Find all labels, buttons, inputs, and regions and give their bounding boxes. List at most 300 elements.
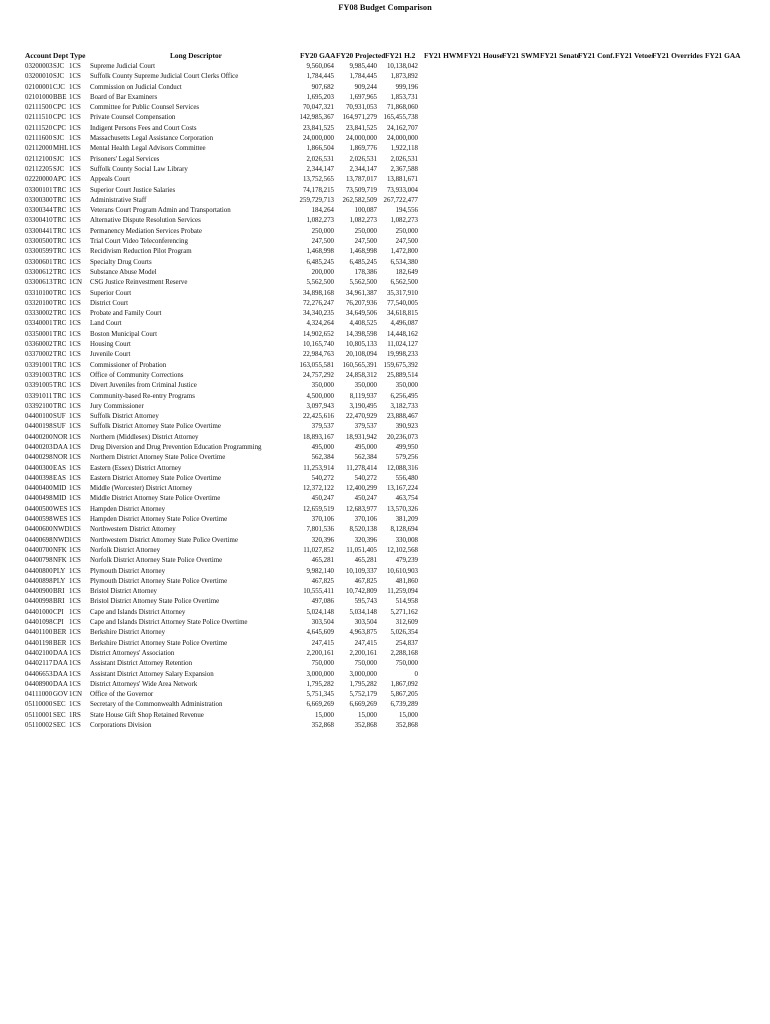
fy20-projected-cell: 24,000,000 — [345, 135, 377, 143]
descriptor-cell: Corporations Division — [90, 722, 152, 729]
fy21-h2-cell: 350,000 — [395, 382, 418, 390]
fy20-projected-cell: 13,787,017 — [345, 176, 377, 184]
fy20-gaa-cell: 10,555,411 — [303, 588, 334, 596]
fy20-gaa-cell: 1,695,203 — [306, 93, 334, 101]
dept-cell: TRC — [53, 248, 67, 256]
fy20-gaa-cell: 250,000 — [311, 227, 334, 235]
type-cell: 1CS — [69, 402, 81, 410]
fy20-projected-cell: 350,000 — [354, 382, 377, 390]
descriptor-cell: Cape and Islands District Attorney State Police Overtime — [90, 619, 248, 627]
fy20-projected-cell: 8,119,937 — [349, 392, 377, 400]
type-cell: 1CS — [69, 433, 81, 441]
fy21-h2-cell: 479,239 — [395, 557, 418, 565]
header-fy21-swm: FY21 SWM — [502, 51, 540, 60]
table-row — [0, 700, 770, 710]
descriptor-cell: Alternative Dispute Resolution Services — [90, 217, 201, 225]
dept-cell: TRC — [53, 351, 67, 359]
fy20-gaa-cell: 495,000 — [311, 443, 334, 451]
fy20-projected-cell: 465,281 — [354, 557, 377, 565]
table-row — [0, 361, 770, 371]
table-row — [0, 381, 770, 391]
dept-cell: NOR — [53, 433, 68, 441]
header-fy21-hwm: FY21 HWM — [424, 51, 464, 60]
table-row — [0, 433, 770, 443]
fy21-h2-cell: 5,867,205 — [390, 691, 418, 699]
account-cell: 04401000 — [25, 608, 53, 616]
descriptor-cell: State House Gift Shop Retained Revenue — [90, 711, 204, 719]
dept-cell: NFK — [53, 546, 67, 554]
dept-cell: DAA — [53, 670, 68, 678]
type-cell: 1CS — [69, 670, 81, 678]
type-cell: 1CS — [69, 464, 81, 472]
fy20-projected-cell: 5,034,148 — [349, 608, 377, 616]
descriptor-cell: Trial Court Video Teleconferencing — [90, 238, 188, 246]
header-fy21-overrides: FY21 Overrides — [652, 51, 703, 60]
fy21-h2-cell: 999,196 — [395, 83, 418, 91]
dept-cell: BER — [53, 639, 67, 647]
fy20-gaa-cell: 247,415 — [311, 639, 334, 647]
fy21-h2-cell: 750,000 — [395, 660, 418, 668]
descriptor-cell: Jury Commissioner — [90, 402, 144, 410]
fy21-h2-cell: 3,182,733 — [390, 402, 418, 410]
fy21-h2-cell: 5,271,162 — [390, 608, 418, 616]
type-cell: 1CS — [69, 114, 81, 122]
type-cell: 1CS — [69, 341, 81, 349]
table-row — [0, 659, 770, 669]
fy20-gaa-cell: 184,264 — [311, 207, 334, 215]
account-cell: 03370002 — [25, 351, 53, 359]
descriptor-cell: Secretary of the Commonwealth Administration — [90, 701, 223, 709]
document-title: FY08 Budget Comparison — [338, 3, 432, 12]
fy20-gaa-cell: 14,902,652 — [302, 330, 334, 338]
account-cell: 04400498 — [25, 495, 53, 503]
fy20-projected-cell: 4,963,875 — [349, 629, 377, 637]
fy20-projected-cell: 18,931,942 — [345, 433, 377, 441]
type-cell: 1CS — [69, 186, 81, 194]
fy20-gaa-cell: 379,537 — [311, 423, 334, 431]
type-cell: 1CS — [69, 165, 81, 173]
fy20-gaa-cell: 3,000,000 — [306, 670, 334, 678]
fy20-gaa-cell: 750,000 — [311, 660, 334, 668]
descriptor-cell: Divert Juveniles from Criminal Justice — [90, 382, 197, 390]
fy20-gaa-cell: 1,468,998 — [306, 248, 334, 256]
fy20-projected-cell: 5,752,179 — [349, 691, 377, 699]
fy20-projected-cell: 303,504 — [354, 619, 377, 627]
type-cell: 1CS — [69, 227, 81, 235]
type-cell: 1CS — [69, 176, 81, 184]
account-cell: 03310100 — [25, 289, 53, 297]
fy20-gaa-cell: 1,784,445 — [306, 73, 334, 81]
descriptor-cell: Suffolk District Attorney — [90, 413, 159, 421]
fy20-projected-cell: 750,000 — [354, 660, 377, 668]
account-cell: 04402117 — [25, 660, 53, 668]
type-cell: 1CS — [69, 608, 81, 616]
header-fy21-h2: FY21 H.2 — [385, 51, 416, 60]
table-row — [0, 392, 770, 402]
table-row — [0, 175, 770, 185]
fy20-gaa-cell: 23,841,525 — [302, 124, 334, 132]
fy21-h2-cell: 5,026,354 — [390, 629, 418, 637]
descriptor-cell: Indigent Persons Fees and Court Costs — [90, 124, 197, 132]
fy20-projected-cell: 20,108,094 — [345, 351, 377, 359]
table-row — [0, 628, 770, 638]
dept-cell: SEC — [53, 722, 66, 729]
type-cell: 1CS — [69, 289, 81, 297]
type-cell: 1CS — [69, 516, 81, 524]
account-cell: 03391003 — [25, 371, 53, 379]
type-cell: 1CS — [69, 73, 81, 81]
fy21-h2-cell: 312,609 — [395, 619, 418, 627]
header-fy20-projected: FY20 Projected — [336, 51, 386, 60]
fy20-projected-cell: 467,825 — [354, 577, 377, 585]
table-row — [0, 186, 770, 196]
fy20-projected-cell: 450,247 — [354, 495, 377, 503]
fy21-h2-cell: 13,881,671 — [386, 176, 418, 184]
fy21-h2-cell: 77,540,005 — [386, 299, 418, 307]
fy20-projected-cell: 10,805,133 — [345, 341, 377, 349]
fy20-projected-cell: 3,190,495 — [349, 402, 377, 410]
account-cell: 04400298 — [25, 454, 53, 462]
fy20-gaa-cell: 72,276,247 — [302, 299, 334, 307]
fy20-projected-cell: 909,244 — [354, 83, 377, 91]
table-row — [0, 567, 770, 577]
account-cell: 05110000 — [25, 701, 53, 709]
fy21-h2-cell: 13,570,326 — [386, 505, 418, 513]
dept-cell: DAA — [53, 680, 68, 688]
descriptor-cell: Assistant District Attorney Salary Expansion — [90, 670, 214, 678]
fy20-gaa-cell: 9,560,064 — [306, 63, 334, 70]
fy20-projected-cell: 1,784,445 — [349, 73, 377, 81]
fy20-projected-cell: 247,415 — [354, 639, 377, 647]
dept-cell: BER — [53, 629, 67, 637]
fy20-gaa-cell: 1,795,282 — [306, 680, 334, 688]
fy21-h2-cell: 2,288,168 — [390, 649, 418, 657]
fy21-h2-cell: 159,675,392 — [383, 361, 418, 369]
type-cell: 1CS — [69, 619, 81, 627]
dept-cell: MHL — [53, 145, 69, 153]
table-row — [0, 340, 770, 350]
dept-cell: CPI — [53, 619, 64, 627]
fy20-gaa-cell: 2,200,161 — [306, 649, 334, 657]
table-row — [0, 422, 770, 432]
descriptor-cell: Substance Abuse Model — [90, 268, 157, 276]
table-row — [0, 608, 770, 618]
type-cell: 1CS — [69, 93, 81, 101]
account-cell: 04400698 — [25, 536, 53, 544]
dept-cell: DAA — [53, 443, 68, 451]
account-cell: 04400600 — [25, 526, 53, 534]
type-cell: 1CS — [69, 557, 81, 565]
fy21-h2-cell: 25,889,514 — [386, 371, 418, 379]
dept-cell: BBE — [53, 93, 67, 101]
fy21-h2-cell: 556,480 — [395, 474, 418, 482]
descriptor-cell: Office of the Governor — [90, 691, 154, 699]
account-cell: 02111520 — [25, 124, 53, 132]
table-row — [0, 62, 770, 72]
descriptor-cell: Administrative Staff — [90, 196, 147, 204]
dept-cell: TRC — [53, 361, 67, 369]
type-cell: 1CS — [69, 258, 81, 266]
account-cell: 02112100 — [25, 155, 53, 163]
account-cell: 04401100 — [25, 629, 53, 637]
dept-cell: TRC — [53, 186, 67, 194]
fy20-gaa-cell: 18,893,167 — [302, 433, 334, 441]
dept-cell: BRI — [53, 598, 65, 606]
fy21-h2-cell: 35,317,910 — [386, 289, 418, 297]
table-row — [0, 587, 770, 597]
account-cell: 02111500 — [25, 104, 53, 112]
fy21-h2-cell: 12,088,316 — [386, 464, 418, 472]
fy20-projected-cell: 10,742,809 — [345, 588, 377, 596]
type-cell: 1CS — [69, 371, 81, 379]
header-fy21-vetoes: FY21 Vetoes — [615, 51, 655, 60]
type-cell: 1CS — [69, 310, 81, 318]
fy21-h2-cell: 0 — [414, 670, 418, 678]
type-cell: 1CS — [69, 124, 81, 132]
table-row — [0, 103, 770, 113]
fy20-projected-cell: 11,278,414 — [346, 464, 377, 472]
type-cell: 1CS — [69, 649, 81, 657]
dept-cell: NFK — [53, 557, 67, 565]
type-cell: 1CS — [69, 145, 81, 153]
type-cell: 1CS — [69, 485, 81, 493]
account-cell: 03391011 — [25, 392, 53, 400]
fy20-projected-cell: 9,985,440 — [349, 63, 377, 70]
fy20-gaa-cell: 9,982,140 — [306, 567, 334, 575]
type-cell: 1CS — [69, 639, 81, 647]
fy21-h2-cell: 23,888,467 — [386, 413, 418, 421]
fy20-projected-cell: 3,000,000 — [349, 670, 377, 678]
account-cell: 03200010 — [25, 73, 53, 81]
fy20-projected-cell: 262,582,509 — [342, 196, 377, 204]
fy21-h2-cell: 11,024,127 — [387, 341, 418, 349]
fy21-h2-cell: 15,000 — [399, 711, 418, 719]
budget-table-body — [0, 62, 770, 731]
fy20-projected-cell: 595,743 — [354, 598, 377, 606]
account-cell: 03360002 — [25, 341, 53, 349]
account-cell: 05110002 — [25, 722, 53, 729]
account-cell: 04402100 — [25, 649, 53, 657]
table-row — [0, 484, 770, 494]
dept-cell: SUF — [53, 413, 66, 421]
fy20-projected-cell: 6,669,269 — [349, 701, 377, 709]
dept-cell: NWD — [53, 526, 70, 534]
fy21-h2-cell: 247,500 — [395, 238, 418, 246]
header-fy21-conf: FY21 Conf. — [578, 51, 615, 60]
fy21-h2-cell: 267,722,477 — [383, 196, 418, 204]
descriptor-cell: Suffolk County Social Law Library — [90, 165, 188, 173]
dept-cell: SEC — [53, 701, 66, 709]
dept-cell: TRC — [53, 402, 67, 410]
fy20-projected-cell: 34,961,387 — [345, 289, 377, 297]
fy20-projected-cell: 5,562,500 — [349, 279, 377, 287]
type-cell: 1CS — [69, 83, 81, 91]
fy21-h2-cell: 1,472,800 — [390, 248, 418, 256]
fy20-gaa-cell: 5,751,345 — [306, 691, 334, 699]
dept-cell: TRC — [53, 392, 67, 400]
fy21-h2-cell: 1,922,118 — [390, 145, 418, 153]
fy20-projected-cell: 562,384 — [354, 454, 377, 462]
dept-cell: CPC — [53, 104, 67, 112]
account-cell: 03300599 — [25, 248, 53, 256]
dept-cell: CJC — [53, 83, 65, 91]
descriptor-cell: Boston Municipal Court — [90, 330, 157, 338]
descriptor-cell: Assistant District Attorney Retention — [90, 660, 193, 668]
account-cell: 04406653 — [25, 670, 53, 678]
fy20-projected-cell: 23,841,525 — [345, 124, 377, 132]
dept-cell: TRC — [53, 371, 67, 379]
dept-cell: DAA — [53, 649, 68, 657]
account-cell: 04400598 — [25, 516, 53, 524]
descriptor-cell: Housing Court — [90, 341, 131, 349]
account-cell: 04401198 — [25, 639, 53, 647]
fy20-gaa-cell: 200,000 — [311, 268, 334, 276]
dept-cell: TRC — [53, 207, 67, 215]
account-cell: 03330002 — [25, 310, 53, 318]
table-row — [0, 134, 770, 144]
fy20-projected-cell: 34,649,506 — [345, 310, 377, 318]
dept-cell: WES — [53, 505, 68, 513]
descriptor-cell: Massachusetts Legal Assistance Corporation — [90, 135, 214, 143]
account-cell: 03300613 — [25, 279, 53, 287]
descriptor-cell: Office of Community Corrections — [90, 371, 184, 379]
descriptor-cell: Middle District Attorney State Police Overtime — [90, 495, 221, 503]
fy21-h2-cell: 11,259,094 — [387, 588, 418, 596]
descriptor-cell: Suffolk County Supreme Judicial Court Clerks Office — [90, 73, 239, 81]
descriptor-cell: Eastern District Attorney State Police Overtime — [90, 474, 222, 482]
account-cell: 04401098 — [25, 619, 53, 627]
dept-cell: PLY — [53, 567, 66, 575]
table-row — [0, 649, 770, 659]
type-cell: 1CS — [69, 546, 81, 554]
type-cell: 1CS — [69, 320, 81, 328]
account-cell: 04400200 — [25, 433, 53, 441]
fy20-gaa-cell: 907,682 — [311, 83, 334, 91]
header-long-descriptor: Long Descriptor — [170, 51, 222, 60]
account-cell: 04400198 — [25, 423, 53, 431]
fy20-gaa-cell: 247,500 — [311, 238, 334, 246]
account-cell: 02112205 — [25, 165, 53, 173]
type-cell: 1CS — [69, 680, 81, 688]
account-cell: 03320100 — [25, 299, 53, 307]
type-cell: 1CS — [69, 660, 81, 668]
table-row — [0, 319, 770, 329]
fy21-h2-cell: 12,102,568 — [386, 546, 418, 554]
table-row — [0, 546, 770, 556]
fy20-gaa-cell: 6,485,245 — [306, 258, 334, 266]
type-cell: 1CS — [69, 63, 81, 70]
dept-cell: GOV — [53, 691, 68, 699]
header-fy21-senate: FY21 Senate — [540, 51, 581, 60]
type-cell: 1CS — [69, 423, 81, 431]
account-cell: 03300300 — [25, 196, 53, 204]
table-row — [0, 474, 770, 484]
fy21-h2-cell: 165,455,738 — [383, 114, 418, 122]
account-cell: 02111600 — [25, 135, 53, 143]
descriptor-cell: Bristol District Attorney — [90, 588, 157, 596]
fy21-h2-cell: 6,562,500 — [390, 279, 418, 287]
fy20-projected-cell: 178,386 — [354, 268, 377, 276]
dept-cell: TRC — [53, 289, 67, 297]
account-cell: 03300101 — [25, 186, 53, 194]
table-row — [0, 83, 770, 93]
fy20-projected-cell: 22,470,929 — [345, 413, 377, 421]
descriptor-cell: Plymouth District Attorney — [90, 567, 166, 575]
header-dept: Dept — [53, 51, 69, 60]
fy20-projected-cell: 14,398,598 — [345, 330, 377, 338]
fy20-projected-cell: 247,500 — [354, 238, 377, 246]
table-row — [0, 309, 770, 319]
dept-cell: MID — [53, 485, 67, 493]
account-cell: 04400998 — [25, 598, 53, 606]
table-row — [0, 670, 770, 680]
descriptor-cell: Supreme Judicial Court — [90, 63, 156, 70]
fy20-projected-cell: 24,858,312 — [345, 371, 377, 379]
descriptor-cell: Specialty Drug Courts — [90, 258, 152, 266]
account-cell: 03300601 — [25, 258, 53, 266]
fy20-projected-cell: 1,468,998 — [349, 248, 377, 256]
fy20-projected-cell: 6,485,245 — [349, 258, 377, 266]
fy20-projected-cell: 4,408,525 — [349, 320, 377, 328]
fy21-h2-cell: 10,138,042 — [386, 63, 418, 70]
header-fy20-gaa: FY20 GAA — [300, 51, 336, 60]
fy20-gaa-cell: 34,898,168 — [302, 289, 334, 297]
fy21-h2-cell: 579,256 — [395, 454, 418, 462]
fy21-h2-cell: 2,367,588 — [390, 165, 418, 173]
type-cell: 1CS — [69, 505, 81, 513]
table-row — [0, 165, 770, 175]
fy20-gaa-cell: 540,272 — [311, 474, 334, 482]
descriptor-cell: Commission on Judicial Conduct — [90, 83, 182, 91]
type-cell: 1CS — [69, 299, 81, 307]
table-row — [0, 412, 770, 422]
type-cell: 1CS — [69, 217, 81, 225]
type-cell: 1CS — [69, 567, 81, 575]
type-cell: 1CS — [69, 196, 81, 204]
descriptor-cell: Plymouth District Attorney State Police Overtime — [90, 577, 228, 585]
fy20-projected-cell: 1,795,282 — [349, 680, 377, 688]
account-cell: 04400300 — [25, 464, 53, 472]
fy20-projected-cell: 370,106 — [354, 516, 377, 524]
type-cell: 1CS — [69, 104, 81, 112]
type-cell: 1CS — [69, 207, 81, 215]
fy20-gaa-cell: 3,097,943 — [306, 402, 334, 410]
account-cell: 03392100 — [25, 402, 53, 410]
fy20-projected-cell: 250,000 — [354, 227, 377, 235]
dept-cell: APC — [53, 176, 67, 184]
type-cell: 1CS — [69, 598, 81, 606]
fy20-gaa-cell: 465,281 — [311, 557, 334, 565]
type-cell: 1CS — [69, 361, 81, 369]
fy20-gaa-cell: 2,344,147 — [306, 165, 334, 173]
fy20-gaa-cell: 370,106 — [311, 516, 334, 524]
descriptor-cell: Recidivism Reduction Pilot Program — [90, 248, 192, 256]
fy20-gaa-cell: 350,000 — [311, 382, 334, 390]
type-cell: 1CS — [69, 330, 81, 338]
fy20-gaa-cell: 22,984,763 — [302, 351, 334, 359]
descriptor-cell: Mental Health Legal Advisors Committee — [90, 145, 206, 153]
table-row — [0, 639, 770, 649]
dept-cell: MID — [53, 495, 67, 503]
table-row — [0, 680, 770, 690]
account-cell: 03300612 — [25, 268, 53, 276]
fy21-h2-cell: 194,556 — [395, 207, 418, 215]
descriptor-cell: Norfolk District Attorney — [90, 546, 161, 554]
table-row — [0, 443, 770, 453]
fy20-gaa-cell: 497,086 — [311, 598, 334, 606]
type-cell: 1CN — [69, 279, 83, 287]
descriptor-cell: Eastern (Essex) District Attorney — [90, 464, 182, 472]
